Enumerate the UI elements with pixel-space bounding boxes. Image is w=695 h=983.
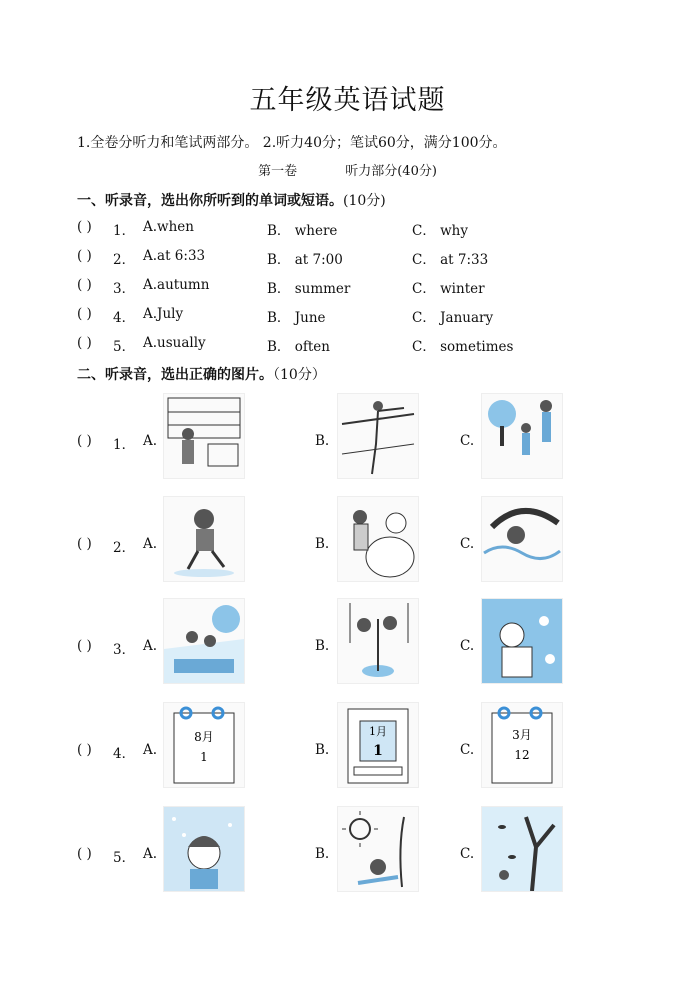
option-a-label: A. — [143, 638, 158, 654]
option-b-label: B. — [315, 638, 330, 654]
option-b: B． June — [267, 310, 326, 326]
q2-row — [77, 393, 637, 493]
answer-bracket[interactable]: ( ) — [77, 846, 92, 862]
section1-points: (10分) — [343, 193, 386, 209]
part-name: 第一卷 — [258, 164, 298, 179]
option-a: A.when — [143, 219, 194, 235]
dancing-picture[interactable] — [337, 393, 419, 479]
skating-picture[interactable] — [163, 496, 245, 582]
shopping-picture[interactable] — [163, 393, 245, 479]
picking-picture[interactable] — [481, 598, 563, 684]
option-c: C． sometimes — [412, 339, 514, 355]
calendar-picture[interactable] — [337, 702, 419, 788]
option-a: A.autumn — [143, 277, 210, 293]
calendar-month: 3月 — [512, 728, 532, 742]
option-b-label: B. — [315, 742, 330, 758]
option-c-label: C. — [460, 536, 475, 552]
question-number: 1． — [113, 437, 136, 453]
option-c: C． winter — [412, 281, 485, 297]
question-number: 2． — [113, 252, 136, 268]
option-a-label: A. — [143, 742, 158, 758]
option-c: C． January — [412, 310, 494, 326]
answer-bracket[interactable]: ( ) — [77, 638, 92, 654]
option-c-label: C. — [460, 638, 475, 654]
picnic-picture[interactable] — [163, 598, 245, 684]
question-number: 4． — [113, 746, 136, 762]
option-b: B． often — [267, 339, 330, 355]
q2-row — [77, 806, 637, 906]
q2-row — [77, 702, 637, 802]
option-a: A.at 6:33 — [143, 248, 206, 264]
option-a-label: A. — [143, 433, 158, 449]
section2-heading — [77, 364, 326, 384]
option-b-label: B. — [315, 433, 330, 449]
question-number: 4． — [113, 310, 136, 326]
winter-scene-picture[interactable] — [163, 806, 245, 892]
calendar-picture[interactable] — [481, 702, 563, 788]
answer-bracket[interactable]: ( ) — [77, 742, 92, 758]
answer-bracket[interactable]: ( ) — [77, 219, 92, 235]
exam-note: 1.全卷分听力和笔试两部分。 2.听力40分；笔试60分，满分100分。 — [77, 135, 507, 151]
answer-bracket[interactable]: ( ) — [77, 306, 92, 322]
question-number: 1． — [113, 223, 136, 239]
question-number: 5． — [113, 339, 136, 355]
option-c-label: C. — [460, 846, 475, 862]
option-b-label: B. — [315, 536, 330, 552]
option-c-label: C. — [460, 433, 475, 449]
section1-heading — [77, 190, 386, 210]
calendar-month: 8月 — [194, 730, 214, 744]
q1-row — [77, 335, 637, 355]
section2-points: （10分） — [273, 367, 326, 383]
question-number: 2． — [113, 540, 136, 556]
q1-row — [77, 277, 637, 297]
option-b: B． summer — [267, 281, 351, 297]
q1-row — [77, 306, 637, 326]
answer-bracket[interactable]: ( ) — [77, 248, 92, 264]
page-title: 五年级英语试题 — [249, 85, 446, 116]
option-b-label: B. — [315, 846, 330, 862]
option-c: C． why — [412, 223, 468, 239]
answer-bracket[interactable]: ( ) — [77, 277, 92, 293]
option-b: B． at 7:00 — [267, 252, 343, 268]
option-a-label: A. — [143, 536, 158, 552]
question-number: 3． — [113, 281, 136, 297]
option-c-label: C. — [460, 742, 475, 758]
option-b: B． where — [267, 223, 338, 239]
answer-bracket[interactable]: ( ) — [77, 536, 92, 552]
summer-scene-picture[interactable] — [337, 806, 419, 892]
option-a-label: A. — [143, 846, 158, 862]
calendar-month: 1月 — [369, 725, 387, 738]
autumn-scene-picture[interactable] — [481, 806, 563, 892]
q1-row — [77, 219, 637, 239]
q1-row — [77, 248, 637, 268]
q2-row — [77, 496, 637, 596]
swimming-picture[interactable] — [481, 496, 563, 582]
question-number: 3． — [113, 642, 136, 658]
calendar-day: 1 — [200, 750, 208, 764]
part-header — [0, 160, 695, 179]
snowman-picture[interactable] — [337, 496, 419, 582]
calendar-picture[interactable] — [163, 702, 245, 788]
calendar-day: 12 — [514, 748, 530, 762]
option-c: C． at 7:33 — [412, 252, 489, 268]
section2-title: 二、听录音，选出正确的图片。 — [77, 367, 273, 383]
answer-bracket[interactable]: ( ) — [77, 433, 92, 449]
planting-picture[interactable] — [337, 598, 419, 684]
section1-title: 一、听录音，选出你所听到的单词或短语。 — [77, 193, 343, 209]
option-a: A.usually — [143, 335, 206, 351]
q2-row — [77, 598, 637, 698]
answer-bracket[interactable]: ( ) — [77, 335, 92, 351]
calendar-day: 1 — [373, 743, 383, 759]
option-a: A.July — [143, 306, 184, 322]
part-desc: 听力部分(40分) — [345, 164, 437, 179]
question-number: 5． — [113, 850, 136, 866]
walking-picture[interactable] — [481, 393, 563, 479]
